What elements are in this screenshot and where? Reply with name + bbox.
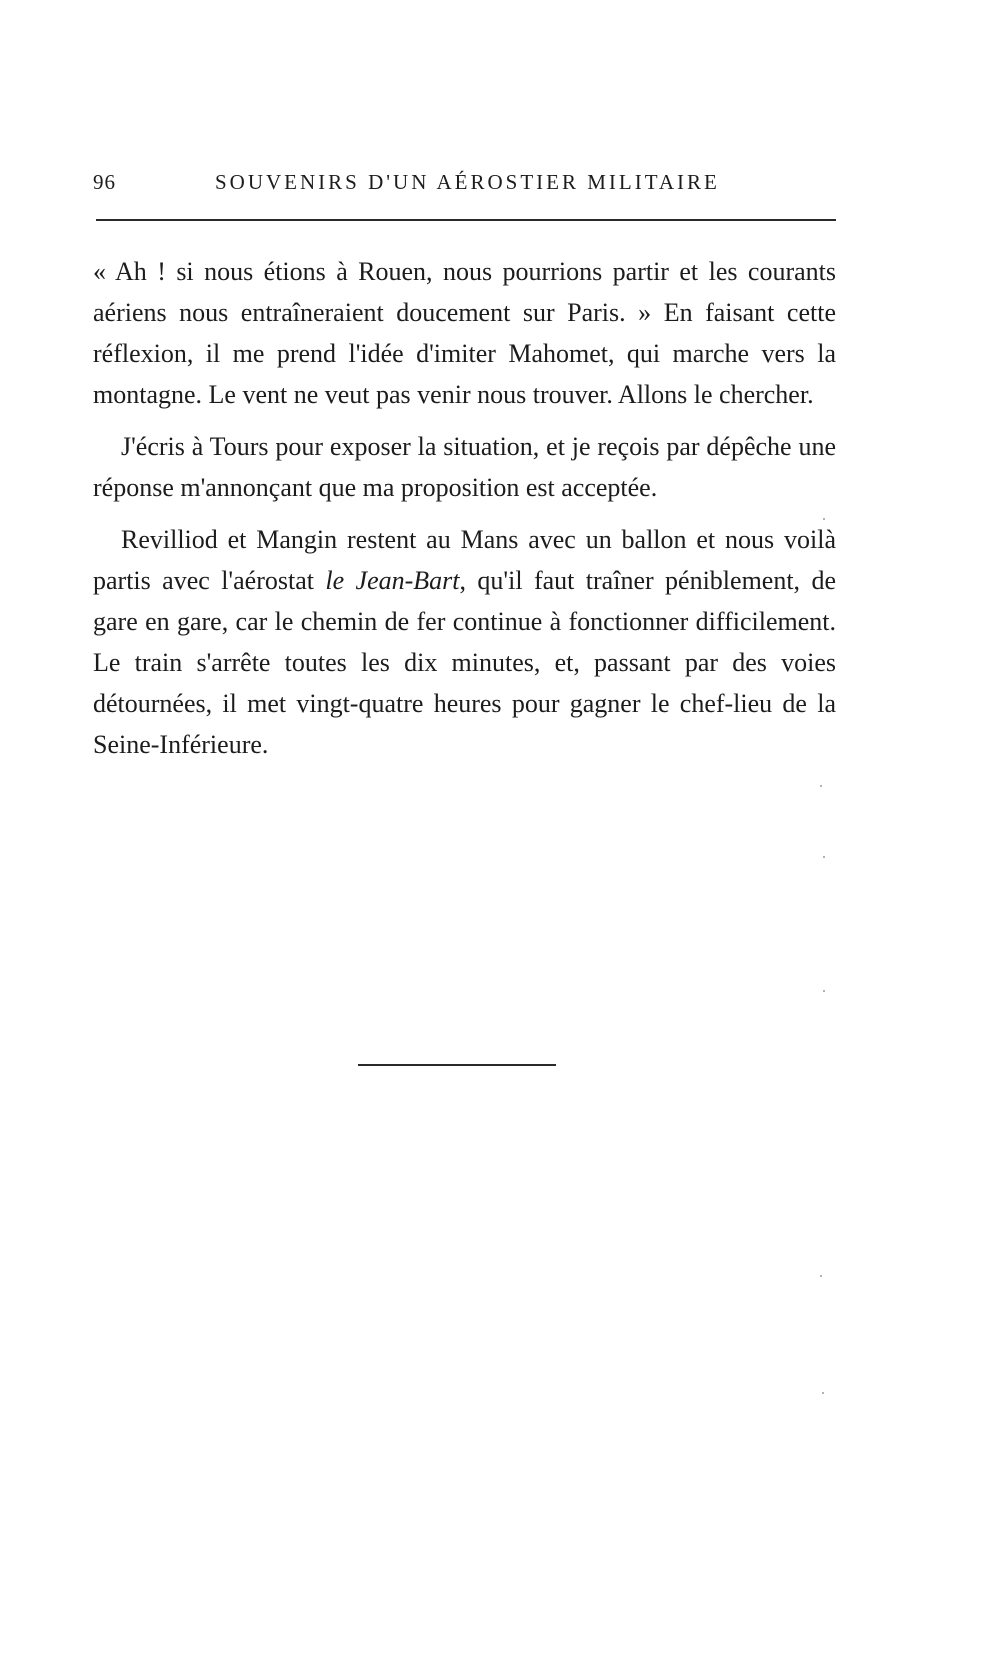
paragraph: J'écris à Tours pour exposer la situation, et je reçois par dépêche une réponse m'annonçant que ma proposition est acceptée. (93, 432, 836, 502)
paper-speck (822, 1392, 824, 1394)
paragraph (93, 519, 836, 765)
paper-speck (820, 1275, 822, 1277)
paragraph-text: , qu'il faut traîner péniblement, de gare en gare, car le chemin de fer continue à fonctionner difficilement. Le train s'arrête toutes les dix minutes, et, passant par des voies détournées, il met vingt-quatre heures pour gagner le chef-lieu de la Seine-Inférieure. (93, 566, 837, 759)
page-number: 96 (93, 170, 116, 194)
body-text (93, 251, 836, 776)
ship-name: le Jean-Bart (325, 566, 460, 595)
paper-speck (823, 856, 825, 858)
page-header (93, 170, 835, 200)
paragraph-text: Revilliod et Mangin restent au Mans avec un ballon et nous voilà partis avec l'aérostat (93, 525, 836, 595)
running-title: SOUVENIRS D'UN AÉROSTIER MILITAIRE (215, 170, 720, 194)
paper-speck (820, 785, 822, 787)
header-rule (96, 219, 836, 221)
paper-speck (823, 990, 825, 992)
paper-speck (823, 518, 825, 520)
section-end-rule (358, 1064, 556, 1066)
paragraph: « Ah ! si nous étions à Rouen, nous pourrions partir et les courants aériens nous entraîneraient doucement sur Paris. » En faisant cette réflexion, il me prend l'idée d'imiter Mahomet, qui marche vers la montagne. Le vent ne veut pas venir nous trouver. Allons le chercher. (93, 257, 836, 409)
